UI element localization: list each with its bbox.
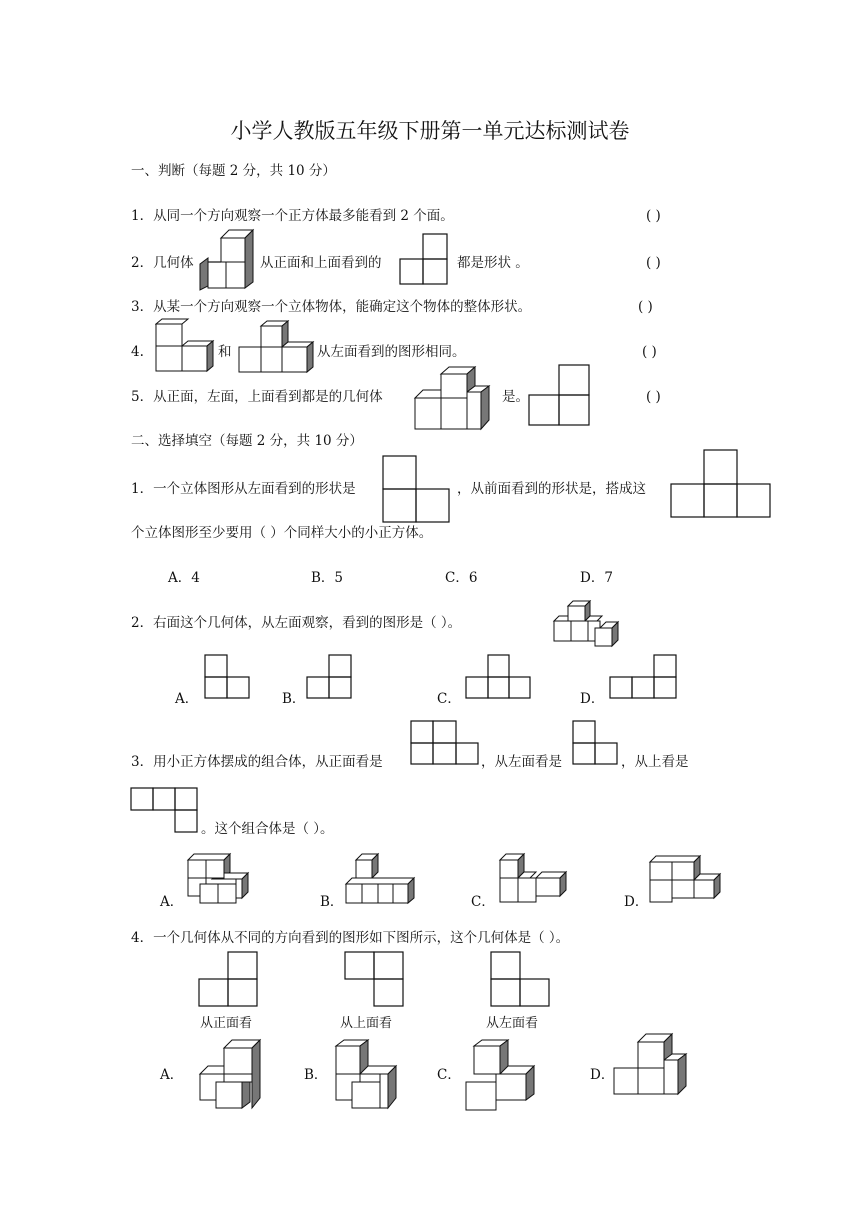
section1-heading: 一、判断（每题 2 分，共 10 分） bbox=[131, 163, 336, 179]
s1-q4-answer-paren: ( ) bbox=[642, 344, 657, 360]
s2-q4-top-view bbox=[344, 951, 406, 1009]
s1-q4-text-c: 从左面看到的图形相同。 bbox=[317, 344, 466, 360]
s1-q4-text-a: 4. bbox=[131, 344, 144, 360]
s1-q4-solid-a bbox=[155, 318, 215, 374]
s2-q3-option-a-label: A． bbox=[160, 894, 184, 910]
s2-q4-option-d-solid bbox=[612, 1032, 688, 1098]
s1-q3-answer-paren: ( ) bbox=[638, 299, 653, 315]
s2-q1-option-a: A．4 bbox=[168, 570, 200, 586]
s1-q2-answer-paren: ( ) bbox=[646, 255, 661, 271]
s2-q2-option-d-shape bbox=[609, 654, 679, 700]
s1-q5-text-b: 是。 bbox=[502, 389, 529, 405]
s1-q5-text-a: 5．从正面，左面，上面看到都是的几何体 bbox=[131, 389, 383, 405]
s2-q4-text: 4．一个几何体从不同的方向看到的图形如下图所示，这个几何体是（ ）。 bbox=[131, 930, 570, 946]
s1-q2-view-shape bbox=[399, 233, 451, 287]
s2-q4-caption-left: 从左面看 bbox=[486, 1016, 539, 1031]
s2-q3-text-b: ，从左面看是 bbox=[481, 754, 562, 770]
s2-q2-text: 2．右面这个几何体，从左面观察，看到的图形是（ ）。 bbox=[131, 615, 462, 631]
s2-q3-option-d-label: D． bbox=[624, 894, 649, 910]
s2-q3-left-view bbox=[572, 720, 620, 766]
s2-q3-option-c-label: C． bbox=[471, 894, 495, 910]
s2-q3-text-c: ，从上看是 bbox=[621, 754, 689, 770]
s2-q3-option-b-label: B． bbox=[320, 894, 344, 910]
s2-q2-option-c-shape bbox=[465, 654, 533, 700]
s1-q2-text-c: 都是形状 。 bbox=[457, 255, 529, 271]
s2-q1-option-b: B．5 bbox=[311, 570, 344, 586]
s2-q2-option-c-label: C． bbox=[437, 691, 461, 707]
s2-q2-option-b-label: B． bbox=[282, 691, 306, 707]
page-title: 小学人教版五年级下册第一单元达标测试卷 bbox=[230, 119, 630, 143]
s2-q4-option-d-label: D． bbox=[590, 1067, 615, 1083]
s2-q4-option-a-solid bbox=[198, 1038, 266, 1112]
s2-q1-text-c: 个立体图形至少要用（ ）个同样大小的小正方体。 bbox=[131, 525, 433, 541]
s1-q5-solid-figure bbox=[413, 366, 491, 432]
s2-q1-option-c: C．6 bbox=[445, 570, 478, 586]
s1-q2-solid-figure bbox=[199, 226, 259, 292]
s2-q3-option-a-solid bbox=[186, 852, 252, 906]
s1-q1-text: 1．从同一个方向观察一个正方体最多能看到 2 个面。 bbox=[131, 208, 454, 224]
s2-q4-left-view bbox=[490, 951, 552, 1009]
s1-q3-text: 3．从某一个方向观察一个立体物体，能确定这个物体的整体形状。 bbox=[131, 299, 532, 315]
s1-q5-view-shape bbox=[528, 364, 592, 428]
s1-q5-answer-paren: ( ) bbox=[646, 389, 661, 405]
s2-q1-option-d: D．7 bbox=[580, 570, 613, 586]
s2-q4-option-b-label: B． bbox=[304, 1067, 328, 1083]
s2-q1-text-b: ，从前面看到的形状是，搭成这 bbox=[457, 481, 646, 497]
s2-q4-option-c-label: C． bbox=[437, 1067, 461, 1083]
s2-q4-option-a-label: A． bbox=[160, 1067, 184, 1083]
s2-q4-option-b-solid bbox=[332, 1038, 400, 1112]
s2-q2-solid-figure bbox=[552, 600, 620, 650]
s2-q1-left-view bbox=[382, 455, 452, 525]
section2-heading: 二、选择填空（每题 2 分，共 10 分） bbox=[131, 433, 363, 449]
s2-q4-option-c-solid bbox=[464, 1038, 540, 1112]
s1-q2-text-a: 2．几何体 bbox=[131, 255, 194, 271]
s2-q2-option-a-label: A． bbox=[175, 691, 199, 707]
s1-q4-solid-b bbox=[238, 320, 316, 374]
s2-q2-option-b-shape bbox=[306, 654, 354, 700]
s2-q1-front-view bbox=[670, 449, 772, 519]
s2-q3-front-view bbox=[410, 720, 480, 766]
s1-q2-text-b: 从正面和上面看到的 bbox=[260, 255, 382, 271]
s2-q1-text-a: 1．一个立体图形从左面看到的形状是 bbox=[131, 481, 356, 497]
s2-q4-front-view bbox=[198, 951, 260, 1009]
s1-q1-answer-paren: ( ) bbox=[646, 208, 661, 224]
s2-q4-caption-front: 从正面看 bbox=[200, 1016, 253, 1031]
s1-q4-text-b: 和 bbox=[218, 344, 232, 360]
s2-q3-option-c-solid bbox=[496, 852, 570, 906]
s2-q4-caption-top: 从上面看 bbox=[340, 1016, 393, 1031]
s2-q3-option-b-solid bbox=[344, 852, 418, 906]
s2-q2-option-a-shape bbox=[204, 654, 252, 700]
s2-q3-top-view bbox=[130, 787, 200, 835]
s2-q3-text-d: 。这个组合体是（ ）。 bbox=[201, 821, 334, 837]
s2-q3-text-a: 3．用小正方体摆成的组合体，从正面看是 bbox=[131, 754, 383, 770]
s2-q3-option-d-solid bbox=[648, 852, 722, 906]
s2-q2-option-d-label: D． bbox=[580, 691, 605, 707]
